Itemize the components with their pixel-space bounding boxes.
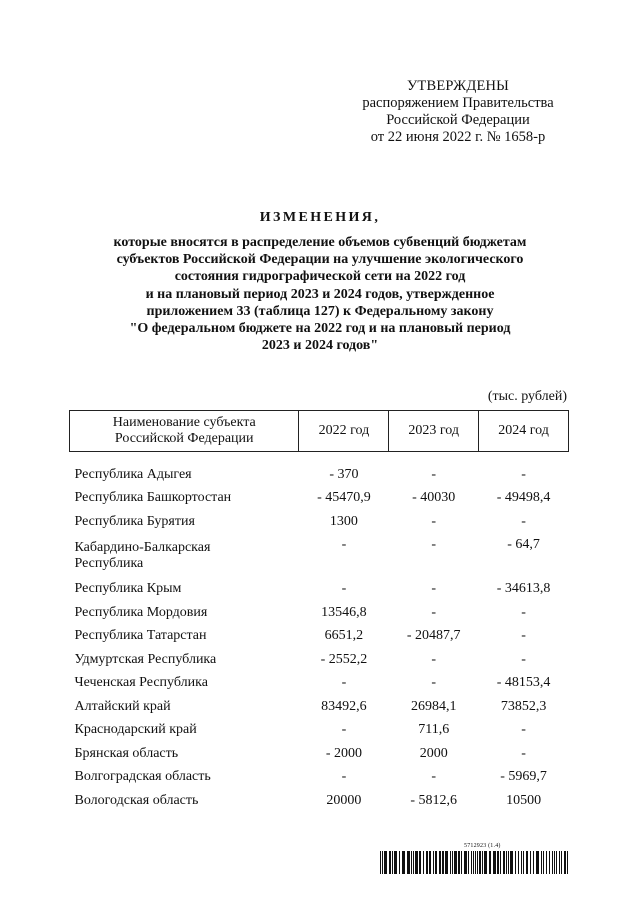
subtitle-line: и на плановый период 2023 и 2024 годов, утвержденное <box>145 286 495 302</box>
value-2023: - <box>431 581 437 597</box>
value-2022: - 370 <box>329 466 359 482</box>
value-2023: - <box>431 769 437 785</box>
table-row <box>70 648 569 672</box>
value-2022: - <box>341 536 347 552</box>
subtitle-line: "О федеральном бюджете на 2022 год и на плановый период <box>129 321 511 337</box>
header-region <box>70 411 299 452</box>
subtitle-line: состояния гидрографической сети на 2022 год <box>174 269 466 285</box>
value-2022: - <box>341 722 347 738</box>
header-region-line-1: Наименование субъекта <box>112 415 256 430</box>
subtitle-line: которые вносятся в распределение объемов субвенций бюджетам <box>113 235 527 250</box>
table-row <box>70 510 569 534</box>
approval-line-3: Российской Федерации <box>386 112 530 128</box>
region-name: Чеченская Республика <box>74 675 208 691</box>
table-row <box>70 578 569 602</box>
document-subtitle <box>70 234 570 354</box>
header-2022: 2022 год <box>299 411 389 452</box>
approval-block <box>340 78 576 146</box>
approval-date-number: от 22 июня 2022 г. № 1658-р <box>370 129 546 145</box>
value-2022: 83492,6 <box>321 698 367 714</box>
document-code: 5712923 (1.4) <box>464 843 501 849</box>
header-2023: 2023 год <box>389 411 479 452</box>
value-2022: 13546,8 <box>321 604 367 620</box>
table-row <box>70 534 569 578</box>
approval-line-2: распоряжением Правительства <box>362 95 554 111</box>
value-2024: - <box>521 628 526 644</box>
value-2024: - 48153,4 <box>496 675 551 691</box>
region-name-line-1: Кабардино-Балкарская <box>74 539 211 555</box>
document-title: ИЗМЕНЕНИЯ, <box>259 210 381 225</box>
table-row <box>70 463 569 487</box>
table-row <box>70 742 569 766</box>
table-row <box>70 695 569 719</box>
region-name: Удмуртская Республика <box>74 651 217 667</box>
value-2022: 20000 <box>326 792 362 808</box>
value-2024: - <box>521 651 526 667</box>
value-2023: - 5812,6 <box>410 792 458 808</box>
value-2024: - <box>521 466 526 482</box>
value-2023: - <box>431 536 437 552</box>
region-name: Республика Крым <box>74 581 182 597</box>
value-2022: - <box>341 769 347 785</box>
value-2023: - <box>431 651 437 667</box>
value-2024: 73852,3 <box>500 698 547 714</box>
units-label: (тыс. рублей) <box>487 389 567 404</box>
table-row <box>70 719 569 743</box>
value-2023: - 40030 <box>412 490 456 506</box>
value-2024: - 34613,8 <box>496 581 551 597</box>
value-2023: - <box>431 604 437 620</box>
value-2024: - <box>521 604 526 620</box>
region-name: Республика Адыгея <box>74 466 192 482</box>
value-2024: - <box>521 745 526 761</box>
value-2024: - <box>521 513 526 529</box>
value-2023: - 20487,7 <box>406 628 461 644</box>
region-name: Республика Мордовия <box>74 604 208 620</box>
value-2023: 2000 <box>419 745 448 761</box>
value-2023: 26984,1 <box>410 698 457 714</box>
value-2024: - 49498,4 <box>496 490 551 506</box>
region-name: Республика Башкортостан <box>74 490 232 506</box>
value-2022: - 2000 <box>325 745 362 761</box>
value-2023: - <box>431 466 437 482</box>
table-spacer <box>70 452 569 464</box>
table-row <box>70 625 569 649</box>
barcode-graphic <box>380 851 569 874</box>
value-2023: - <box>431 513 437 529</box>
value-2024: - 5969,7 <box>500 769 547 785</box>
region-name: Республика Бурятия <box>74 513 195 529</box>
table-row <box>70 487 569 511</box>
header-2024: 2024 год <box>479 411 569 452</box>
region-name: Вологодская область <box>74 792 199 808</box>
value-2022: - <box>341 675 347 691</box>
header-region-line-2: Российской Федерации <box>114 431 254 446</box>
value-2022: - <box>341 581 347 597</box>
value-2024: 10500 <box>506 792 542 808</box>
value-2022: 1300 <box>329 513 358 529</box>
region-name: Краснодарский край <box>74 722 197 738</box>
value-2023: - <box>431 675 437 691</box>
subtitle-line: приложением 33 (таблица 127) к Федеральному закону <box>146 303 494 319</box>
subtitle-line: 2023 и 2024 годов" <box>261 338 379 354</box>
value-2023: 711,6 <box>418 722 450 738</box>
table-header-row <box>70 411 569 452</box>
region-name: Алтайский край <box>74 698 171 714</box>
table-row <box>70 766 569 790</box>
region-name: Волгоградская область <box>74 769 211 785</box>
subtitle-line: субъектов Российской Федерации на улучшение экологического <box>116 252 524 268</box>
value-2024: - 64,7 <box>507 536 540 552</box>
value-2022: - 2552,2 <box>320 651 368 667</box>
table-row <box>70 672 569 696</box>
region-name <box>70 534 299 578</box>
table-row <box>70 601 569 625</box>
region-name-line-2: Республика <box>74 555 144 571</box>
subvention-table <box>69 410 569 813</box>
region-name: Республика Татарстан <box>74 628 207 644</box>
approval-heading: УТВЕРЖДЕНЫ <box>406 78 510 94</box>
value-2022: 6651,2 <box>324 628 364 644</box>
value-2024: - <box>521 722 526 738</box>
table-row <box>70 789 569 813</box>
region-name: Брянская область <box>74 745 179 761</box>
value-2022: - 45470,9 <box>317 490 371 506</box>
